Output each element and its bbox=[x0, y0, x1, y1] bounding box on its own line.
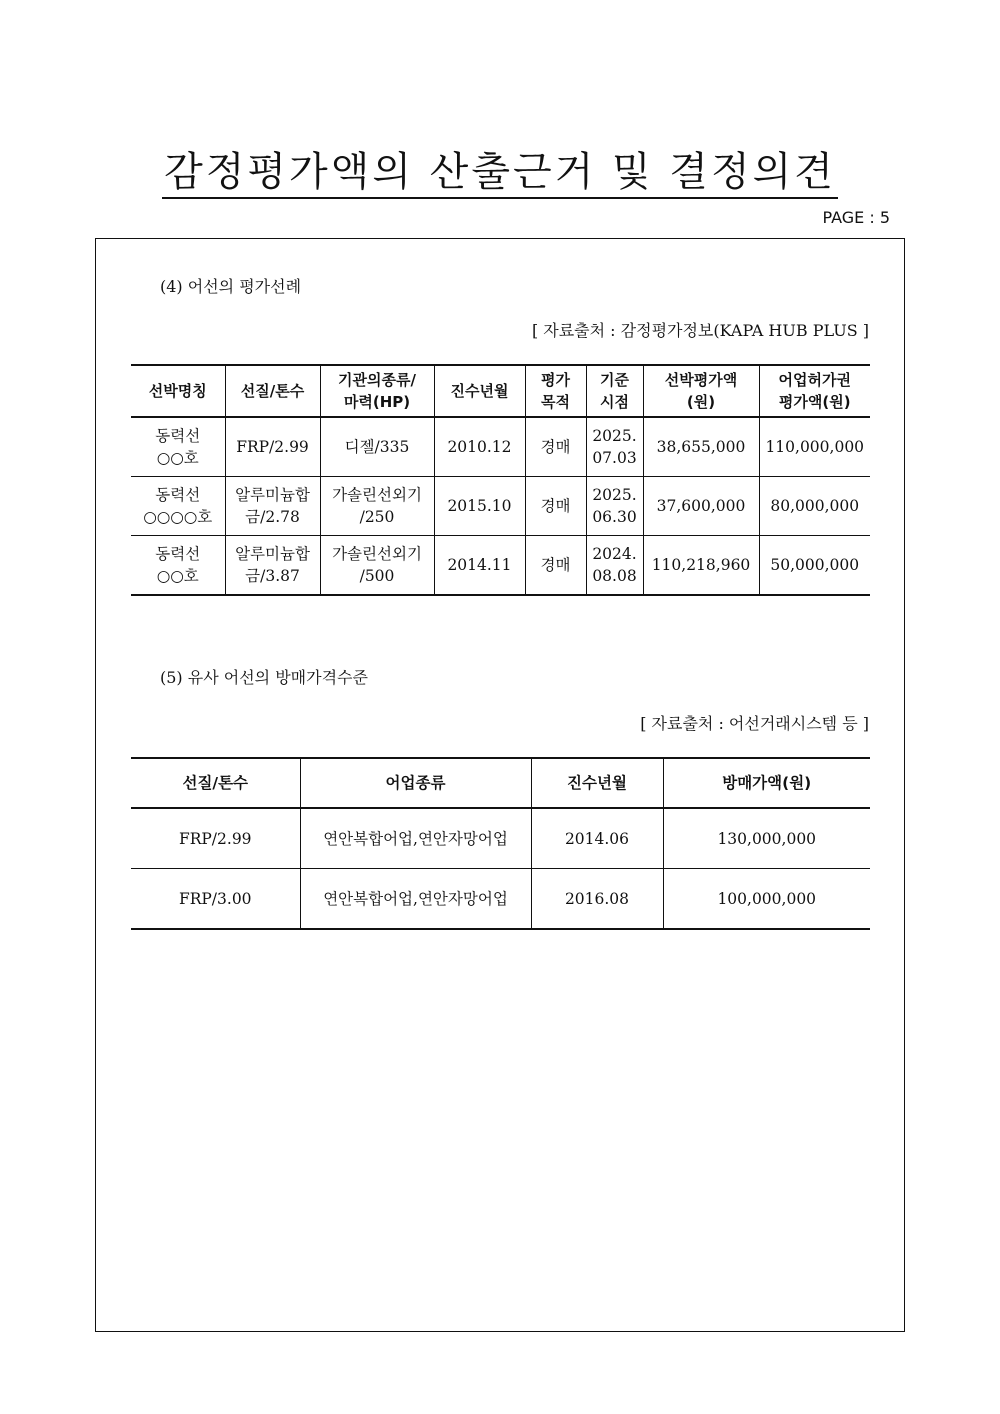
table-cell: 동력선 ○○○○호 bbox=[131, 477, 225, 536]
column-header: 선박명칭 bbox=[131, 365, 225, 417]
section-5-source: [ 자료출처 : 어선거래시스템 등 ] bbox=[640, 714, 869, 733]
table-cell: 2016.08 bbox=[531, 869, 663, 930]
table-row bbox=[131, 808, 870, 869]
table-cell: 알루미늄합 금/3.87 bbox=[225, 536, 320, 596]
table-row bbox=[131, 536, 870, 596]
document-title: 감정평가액의 산출근거 및 결정의견 bbox=[162, 149, 838, 199]
table-cell: 동력선 ○○호 bbox=[131, 417, 225, 477]
column-header: 진수년월 bbox=[434, 365, 525, 417]
page-number: PAGE : 5 bbox=[822, 208, 890, 227]
column-header: 어업허가권 평가액(원) bbox=[759, 365, 870, 417]
table-row bbox=[131, 477, 870, 536]
table-cell: 38,655,000 bbox=[643, 417, 759, 477]
table-cell: 80,000,000 bbox=[759, 477, 870, 536]
table-cell: 100,000,000 bbox=[663, 869, 870, 930]
column-header: 선박평가액 (원) bbox=[643, 365, 759, 417]
table-row bbox=[131, 869, 870, 930]
table-cell: 130,000,000 bbox=[663, 808, 870, 869]
table-cell: FRP/3.00 bbox=[131, 869, 300, 930]
table-cell: 가솔린선외기 /500 bbox=[320, 536, 434, 596]
table-cell: 110,000,000 bbox=[759, 417, 870, 477]
document-title-wrap bbox=[0, 140, 1000, 197]
similar-vessel-price-table bbox=[131, 757, 870, 930]
column-header: 선질/톤수 bbox=[225, 365, 320, 417]
table-cell: 동력선 ○○호 bbox=[131, 536, 225, 596]
column-header: 방매가액(원) bbox=[663, 758, 870, 808]
table-cell: 경매 bbox=[525, 536, 586, 596]
table-cell: 연안복합어업,연안자망어업 bbox=[300, 808, 531, 869]
table-cell: 2025. 07.03 bbox=[586, 417, 643, 477]
table-cell: 2025. 06.30 bbox=[586, 477, 643, 536]
section-5-heading: (5) 유사 어선의 방매가격수준 bbox=[160, 668, 368, 687]
table-cell: 디젤/335 bbox=[320, 417, 434, 477]
table-cell: 2015.10 bbox=[434, 477, 525, 536]
column-header: 어업종류 bbox=[300, 758, 531, 808]
table-cell: 알루미늄합 금/2.78 bbox=[225, 477, 320, 536]
table-cell: 37,600,000 bbox=[643, 477, 759, 536]
table-cell: 연안복합어업,연안자망어업 bbox=[300, 869, 531, 930]
appraisal-precedent-table bbox=[131, 364, 870, 596]
column-header: 기준 시점 bbox=[586, 365, 643, 417]
section-4-source: [ 자료출처 : 감정평가정보(KAPA HUB PLUS ] bbox=[531, 321, 869, 340]
table-cell: 2010.12 bbox=[434, 417, 525, 477]
table-row bbox=[131, 417, 870, 477]
table-cell: 2014.11 bbox=[434, 536, 525, 596]
table-cell: 경매 bbox=[525, 477, 586, 536]
column-header: 선질/톤수 bbox=[131, 758, 300, 808]
table-cell: FRP/2.99 bbox=[225, 417, 320, 477]
section-4-heading: (4) 어선의 평가선례 bbox=[160, 277, 302, 296]
table-header-row bbox=[131, 758, 870, 808]
table-cell: 경매 bbox=[525, 417, 586, 477]
table-header-row bbox=[131, 365, 870, 417]
table-cell: 2024. 08.08 bbox=[586, 536, 643, 596]
column-header: 기관의종류/ 마력(HP) bbox=[320, 365, 434, 417]
column-header: 평가 목적 bbox=[525, 365, 586, 417]
table-cell: 50,000,000 bbox=[759, 536, 870, 596]
table-cell: 가솔린선외기 /250 bbox=[320, 477, 434, 536]
table-cell: 110,218,960 bbox=[643, 536, 759, 596]
table-cell: 2014.06 bbox=[531, 808, 663, 869]
column-header: 진수년월 bbox=[531, 758, 663, 808]
table-cell: FRP/2.99 bbox=[131, 808, 300, 869]
